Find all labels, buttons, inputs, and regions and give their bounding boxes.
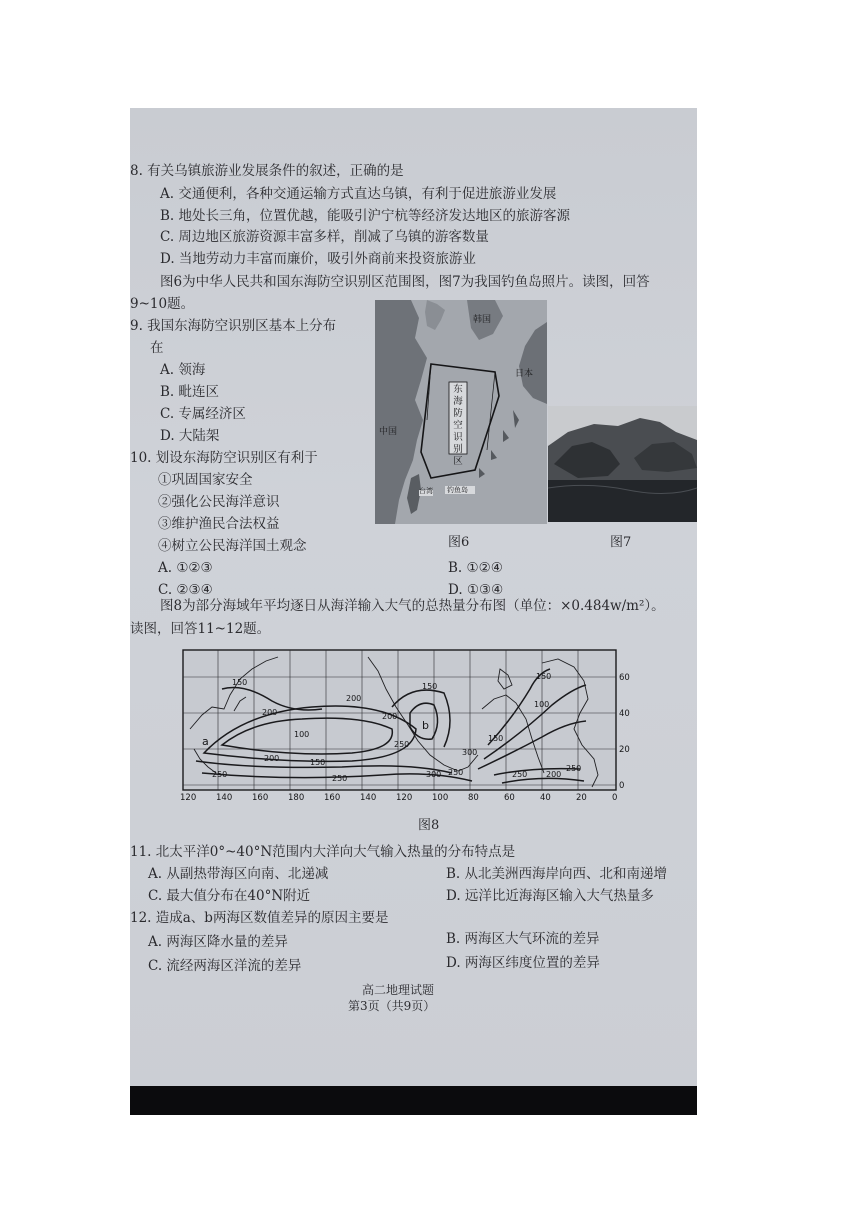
q8-option-c: C. 周边地区旅游资源丰富多样，削减了乌镇的游客数量	[160, 229, 489, 245]
fig8-contour-value: 100	[534, 700, 550, 709]
fig8-y-tick-label: 60	[619, 673, 630, 683]
intro-9-10-line1: 图6为中华人民共和国东海防空识别区范围图，图7为我国钓鱼岛照片。读图，回答	[160, 274, 650, 290]
q8-option-b: B. 地处长三角，位置优越，能吸引沪宁杭等经济发达地区的旅游客源	[160, 208, 571, 224]
fig8-x-tick-label: 140	[360, 793, 377, 803]
q9-option-d: D. 大陆架	[160, 428, 220, 444]
q9-option-b: B. 毗连区	[160, 384, 220, 400]
fig8-caption: 图8	[418, 818, 440, 833]
fig8-heat-flux-map	[180, 649, 630, 803]
photo-bottom-shadow	[130, 1086, 697, 1115]
fig8-x-tick-label: 20	[576, 793, 587, 803]
fig8-x-tick-label: 180	[288, 793, 305, 803]
q8-stem: 8. 有关乌镇旅游业发展条件的叙述，正确的是	[130, 163, 404, 179]
q11-option-a: A. 从副热带海区向南、北递减	[148, 866, 329, 882]
fig6-label-japan: 日本	[515, 369, 534, 379]
fig8-contour-value: 250	[212, 770, 228, 779]
fig6-label-china: 中国	[379, 427, 398, 437]
fig8-x-tick-group	[180, 793, 617, 803]
fig8-x-tick-label: 60	[504, 793, 515, 803]
q11-option-d: D. 远洋比近海海区输入大气热量多	[446, 888, 654, 904]
fig8-contour-value: 250	[332, 774, 348, 783]
q11-stem: 11. 北太平洋0°~40°N范围内大洋向大气输入热量的分布特点是	[130, 844, 516, 860]
fig8-contour-value: 200	[262, 708, 278, 717]
fig7-diaoyu-photo	[548, 406, 697, 522]
fig6-label-taiwan: 台湾	[419, 487, 433, 495]
fig8-contour-value: 250	[566, 764, 582, 773]
q12-option-c: C. 流经两海区洋流的差异	[148, 958, 302, 974]
q12-option-b: B. 两海区大气环流的差异	[446, 931, 600, 947]
q11-option-b: B. 从北美洲西海岸向西、北和南递增	[446, 866, 668, 882]
fig8-point-b: b	[422, 719, 429, 732]
fig8-contour-value: 150	[232, 678, 248, 687]
fig8-y-tick-label: 40	[619, 709, 630, 719]
fig8-y-tick-label: 0	[619, 781, 625, 791]
q10-item-3: ③维护渔民合法权益	[158, 516, 280, 532]
q10-stem: 10. 划设东海防空识别区有利于	[130, 450, 318, 466]
q11-option-c: C. 最大值分布在40°N附近	[148, 888, 311, 904]
intro-11-12-line2: 读图，回答11~12题。	[130, 621, 271, 637]
q9-option-a: A. 领海	[160, 362, 206, 378]
fig8-contour-value: 250	[448, 768, 464, 777]
q9-stem: 9. 我国东海防空识别区基本上分布	[130, 318, 337, 334]
fig8-contour-value: 150	[488, 734, 504, 743]
q8-option-a: A. 交通便利，各种交通运输方式直达乌镇，有利于促进旅游业发展	[160, 186, 557, 202]
fig8-contour-value: 300	[462, 748, 478, 757]
intro-11-12-line1: 图8为部分海域年平均逐日从海洋输入大气的总热量分布图（单位：×0.484w/m²）。	[160, 598, 665, 614]
fig8-contour-value: 200	[546, 770, 562, 779]
q9-stem-cont: 在	[150, 340, 164, 356]
fig6-label-korea: 韩国	[473, 315, 492, 325]
fig8-point-a: a	[202, 735, 209, 748]
q12-option-d: D. 两海区纬度位置的差异	[446, 955, 600, 971]
exam-page-photo	[130, 108, 697, 1115]
q10-option-b: B. ①②④	[448, 560, 503, 576]
fig8-contour-value: 150	[422, 682, 438, 691]
q10-item-4: ④树立公民海洋国土观念	[158, 538, 307, 554]
q8-option-d: D. 当地劳动力丰富而廉价，吸引外商前来投资旅游业	[160, 251, 476, 267]
intro-9-10-line2: 9~10题。	[130, 296, 195, 312]
fig8-x-tick-label: 80	[468, 793, 479, 803]
fig6-label-diaoyu: 钓鱼岛	[447, 486, 468, 494]
q10-item-1: ①巩固国家安全	[158, 472, 253, 488]
fig6-label-adiz: 东海防空识别区	[453, 384, 463, 467]
fig8-x-tick-label: 40	[540, 793, 551, 803]
fig8-x-tick-label: 160	[324, 793, 341, 803]
fig8-contour-value: 300	[426, 770, 442, 779]
fig8-contour-value: 200	[382, 712, 398, 721]
fig8-map-drawing	[180, 649, 630, 803]
fig7-photo-drawing	[548, 406, 697, 522]
fig8-x-tick-label: 140	[216, 793, 233, 803]
fig8-x-tick-label: 160	[252, 793, 269, 803]
fig8-y-tick-group	[619, 673, 630, 791]
q12-option-a: A. 两海区降水量的差异	[148, 934, 288, 950]
q10-option-d: D. ①③④	[448, 582, 504, 598]
fig6-caption: 图6	[448, 535, 470, 550]
fig8-x-tick-label: 100	[432, 793, 449, 803]
fig8-y-tick-label: 20	[619, 745, 630, 755]
footer-title: 高二地理试题	[362, 983, 435, 997]
fig8-x-tick-label: 120	[396, 793, 413, 803]
fig8-contour-value: 100	[294, 730, 310, 739]
q12-stem: 12. 造成a、b两海区数值差异的原因主要是	[130, 910, 389, 926]
fig6-adiz-map	[375, 300, 547, 524]
q9-option-c: C. 专属经济区	[160, 406, 246, 422]
fig7-caption: 图7	[610, 535, 632, 550]
fig8-contour-value: 200	[346, 694, 362, 703]
footer-page-number: 第3页（共9页）	[348, 999, 436, 1013]
q10-option-a: A. ①②③	[158, 560, 213, 576]
fig8-x-tick-label: 0	[612, 793, 618, 803]
fig8-contour-value: 150	[536, 672, 552, 681]
fig8-contour-value: 250	[394, 740, 410, 749]
fig8-contour-value: 150	[310, 758, 326, 767]
fig8-contour-value: 200	[264, 754, 280, 763]
q10-item-2: ②强化公民海洋意识	[158, 494, 280, 510]
fig8-contour-value: 250	[512, 770, 528, 779]
q10-option-c: C. ②③④	[158, 582, 213, 598]
fig8-x-tick-label: 120	[180, 793, 197, 803]
